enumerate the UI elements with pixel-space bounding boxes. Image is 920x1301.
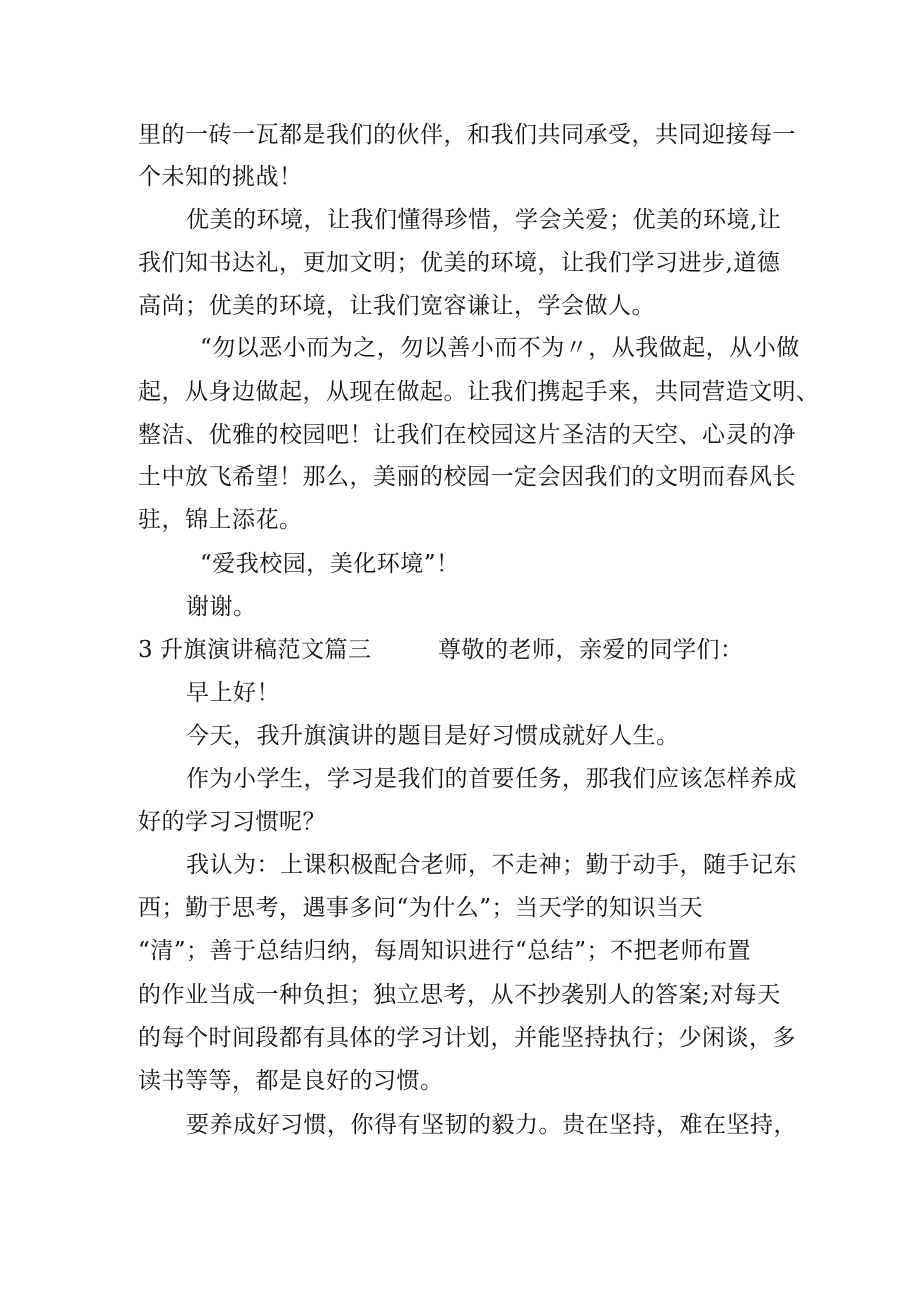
paragraph-line: “清”；善于总结归纳，每周知识进行“总结”；不把老师布置 bbox=[138, 938, 752, 964]
paragraph-line: “勿以恶小而为之，勿以善小而不为〃，从我做起，从小做 bbox=[200, 335, 800, 361]
paragraph-line: 个未知的挑战！ bbox=[138, 164, 303, 190]
paragraph-line: 高尚；优美的环境，让我们宽容谦让，学会做人。 bbox=[138, 293, 655, 319]
paragraph-line: 西；勤于思考，遇事多问“为什么”；当天学的知识当天 bbox=[138, 895, 704, 921]
paragraph-line: 我们知书达礼，更加文明；优美的环境，让我们学习进步,道德 bbox=[138, 250, 781, 276]
paragraph-line: “爱我校园，美化环境”！ bbox=[200, 551, 460, 577]
paragraph-line: 驻，锦上添花。 bbox=[138, 507, 303, 533]
paragraph-line: 优美的环境，让我们懂得珍惜，学会关爱；优美的环境,让 bbox=[186, 207, 782, 233]
paragraph-line: 早上好！ bbox=[186, 680, 280, 706]
paragraph-line: 起，从身边做起，从现在做起。让我们携起手来，共同营造文明、 bbox=[138, 379, 820, 405]
paragraph-line: 谢谢。 bbox=[186, 594, 257, 620]
section-title: 升旗演讲稿范文篇三 bbox=[160, 637, 372, 663]
paragraph-line: 要养成好习惯，你得有坚韧的毅力。贵在坚持，难在坚持， bbox=[186, 1112, 797, 1138]
section-greeting: 尊敬的老师，亲爱的同学们： bbox=[438, 637, 744, 663]
paragraph-line: 好的学习习惯呢？ bbox=[138, 809, 326, 835]
paragraph-line: 的每个时间段都有具体的学习计划，并能坚持执行；少闲谈，多 bbox=[138, 1025, 796, 1051]
paragraph-line: 的作业当成一种负担；独立思考，从不抄袭别人的答案;对每天 bbox=[138, 982, 781, 1008]
section-number: 3 . bbox=[138, 637, 169, 663]
paragraph-line: 里的一砖一瓦都是我们的伙伴，和我们共同承受，共同迎接每一 bbox=[138, 122, 796, 148]
paragraph-line: 今天，我升旗演讲的题目是好习惯成就好人生。 bbox=[186, 723, 680, 749]
paragraph-line: 土中放飞希望！那么，美丽的校园一定会因我们的文明而春风长 bbox=[138, 464, 796, 490]
paragraph-line: 作为小学生，学习是我们的首要任务，那我们应该怎样养成 bbox=[186, 766, 797, 792]
paragraph-line: 读书等等，都是良好的习惯。 bbox=[138, 1068, 444, 1094]
paragraph-line: 整洁、优雅的校园吧！让我们在校园这片圣洁的天空、心灵的净 bbox=[138, 422, 796, 448]
paragraph-line: 我认为：上课积极配合老师，不走神；勤于动手，随手记东 bbox=[186, 852, 797, 878]
